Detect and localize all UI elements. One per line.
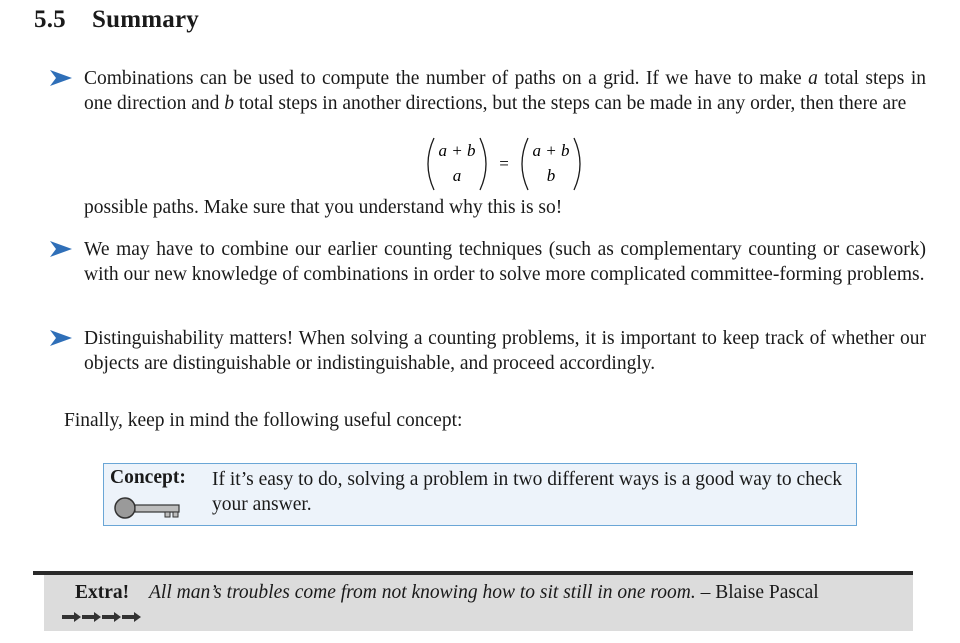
bullet-arrow-icon [48,239,74,259]
bullet-arrow-icon [48,328,74,348]
extra-label: Extra! [75,582,130,603]
right-binom-bottom: b [546,166,556,185]
extra-quote: All man’s troubles come from not knowing how to sit still in one room. – Blaise Pascal [149,582,819,603]
concept-text: If it’s easy to do, solving a problem in two different ways is a good way to check your answer. [212,469,843,515]
concept-box [103,463,857,526]
bullet-text: Combinations can be used to compute the number of paths on a grid. If we have to make a total steps in one direction and b total steps in another directions, but the steps can be made in any order, then there are [84,68,927,114]
summary-bullet-2 [48,237,926,287]
section-title: Summary [92,6,199,33]
arrows-icon [62,611,142,623]
summary-bullet-1 [48,66,926,116]
summary-bullet-3 [48,326,926,376]
finally-text: Finally, keep in mind the following useful concept: [64,410,463,431]
bullet-arrow-icon [48,68,74,88]
concept-label: Concept: [110,467,186,488]
binomial-formula [420,136,590,192]
left-binom-top: a + b [438,141,476,160]
section-number: 5.5 [34,6,66,33]
bullet-text: Distinguishability matters! When solving a counting problems, it is important to keep track of whether our objects are distinguishable or indistinguishable, and proceed accordingly. [84,328,926,374]
equals-sign: = [499,154,509,173]
bullet-text: We may have to combine our earlier counting techniques (such as complementary counting or casework) with our new knowledge of combinations in order to solve more complicated committee-forming problems. [84,239,926,285]
right-binom-top: a + b [532,141,570,160]
formula-followup: possible paths. Make sure that you understand why this is so! [84,197,563,218]
key-icon [113,496,185,520]
extra-box [44,575,913,631]
section-heading [34,6,199,34]
left-binom-bottom: a [452,166,462,185]
